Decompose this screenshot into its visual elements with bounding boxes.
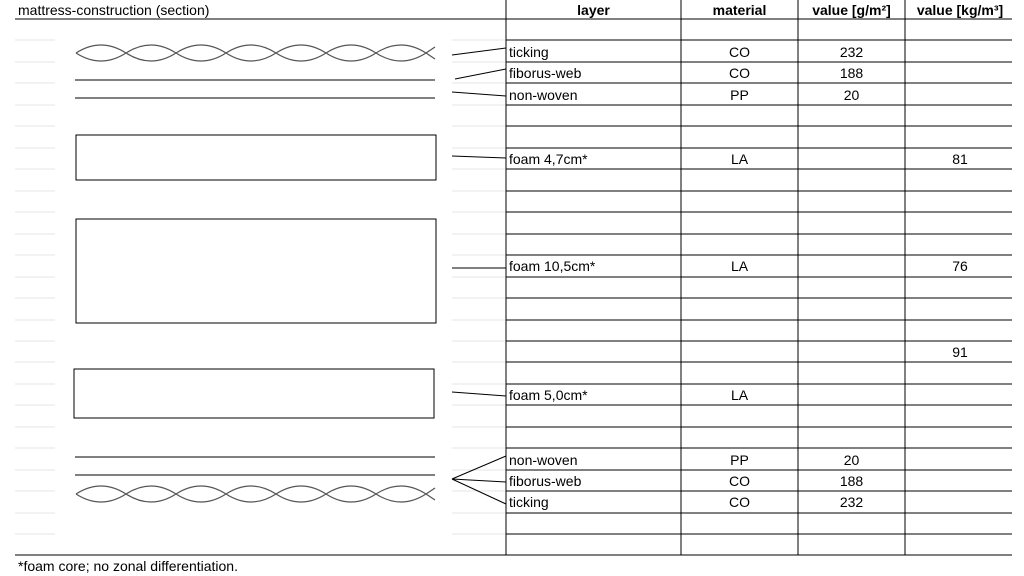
bottom-ticking-wave: [76, 486, 435, 502]
footnote: *foam core; no zonal differentiation.: [18, 558, 238, 574]
row-foam-5-0-layer: foam 5,0cm*: [509, 387, 588, 403]
row-non-woven-bottom-value-gm2: 20: [843, 452, 860, 468]
row-foam-5-0-material: LA: [730, 387, 749, 403]
row-foam-10-5-material: LA: [730, 258, 749, 274]
row-non-woven-top-value-gm2: 20: [843, 87, 860, 103]
row-foam-4-7-layer: foam 4,7cm*: [509, 151, 588, 167]
row-non-woven-top-material: PP: [730, 87, 749, 103]
foam-10-5cm-block: [76, 219, 436, 323]
row-foam-10-5-layer: foam 10,5cm*: [509, 258, 596, 274]
column-header-layer: layer: [577, 2, 610, 18]
leader-foam-4-7: [452, 156, 506, 158]
row-foam-4-7-material: LA: [730, 151, 749, 167]
row-fibrous-web-bottom-layer: fiborus-web: [509, 473, 582, 489]
foam-4-7cm-block: [76, 135, 436, 180]
row-foam-10-5-value-kgm3: 76: [952, 258, 968, 274]
leader-top-fibrous-web: [455, 69, 506, 79]
foam-5-0cm-block: [74, 369, 434, 418]
row-ticking-bottom-material: CO: [729, 494, 750, 510]
row-fibrous-web-top-layer: fiborus-web: [509, 65, 582, 81]
top-ticking-wave: [76, 45, 435, 61]
column-header-value-gm2: value [g/m²]: [812, 2, 891, 18]
leader-top-ticking: [452, 48, 506, 55]
row-fibrous-web-bottom-material: CO: [729, 473, 750, 489]
row-ticking-top-layer: ticking: [509, 44, 549, 60]
row-non-woven-bottom-material: PP: [730, 452, 749, 468]
leader-top-non-woven: [452, 92, 506, 96]
row-ticking-bottom-layer: ticking: [509, 494, 549, 510]
row-non-woven-top-layer: non-woven: [509, 87, 578, 103]
row-fibrous-web-top-material: CO: [729, 65, 750, 81]
row-fibrous-web-bottom-value-gm2: 188: [839, 473, 864, 489]
leader-foam-5-0: [452, 392, 506, 396]
column-header-value-kgm3: value [kg/m³]: [916, 2, 1004, 18]
leader-bottom-fibrous-web: [452, 479, 506, 482]
row-non-woven-bottom-layer: non-woven: [509, 452, 578, 468]
page-title: mattress-construction (section): [18, 2, 210, 18]
leader-lines: [452, 48, 506, 504]
row-ticking-top-value-gm2: 232: [839, 44, 864, 60]
row-foam-4-7-value-kgm3: 81: [952, 151, 968, 167]
row-fibrous-web-top-value-gm2: 188: [839, 65, 864, 81]
column-header-material: material: [712, 2, 767, 18]
row-ticking-top-material: CO: [729, 44, 750, 60]
row-core-value-kgm3: 91: [952, 344, 968, 360]
row-ticking-bottom-value-gm2: 232: [839, 494, 864, 510]
mattress-cross-section-drawing: [74, 45, 436, 502]
leader-bottom-non-woven: [452, 456, 506, 479]
